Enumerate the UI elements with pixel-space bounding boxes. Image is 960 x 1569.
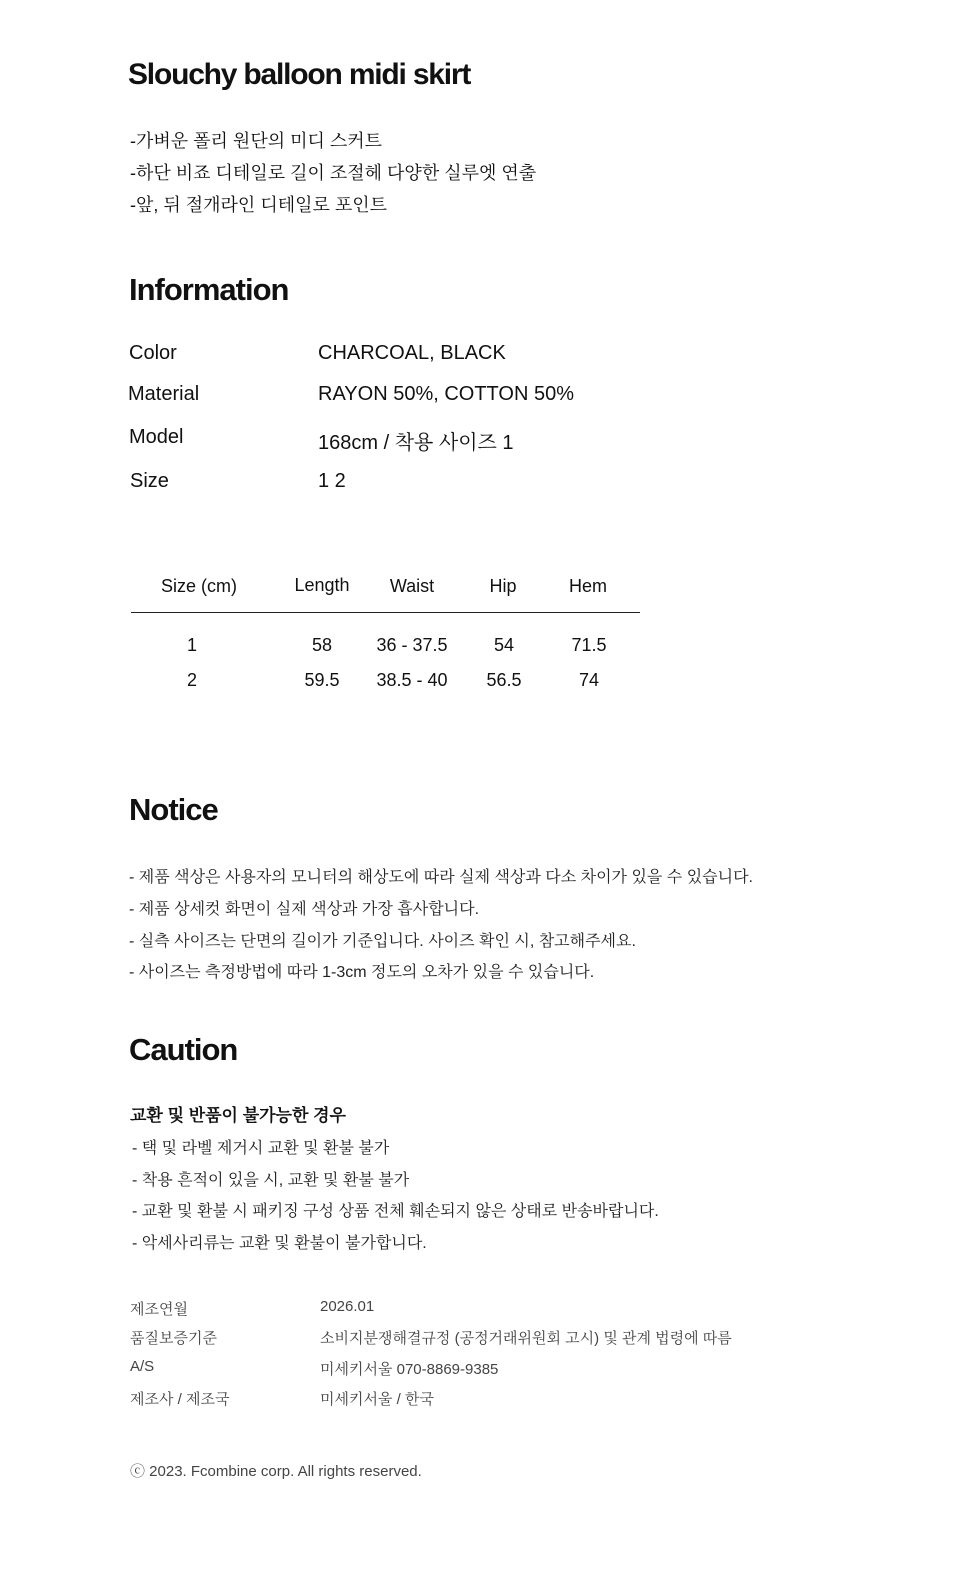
info-label-size: Size <box>130 470 169 492</box>
size-cell: 38.5 - 40 <box>376 670 448 690</box>
info-value-color: CHARCOAL, BLACK <box>318 342 506 364</box>
meta-value: 미세키서울 / 한국 <box>320 1391 434 1408</box>
meta-label: 제조연월 <box>130 1301 188 1318</box>
size-cell: 58 <box>311 635 333 655</box>
size-table-header: Hip <box>489 576 517 596</box>
description-line: -하단 비죠 디테일로 길이 조절헤 다양한 실루엣 연출 <box>130 163 537 183</box>
info-value-size: 1 2 <box>318 470 346 492</box>
description-line: -앞, 뒤 절개라인 디테일로 포인트 <box>130 195 388 215</box>
notice-line: - 제품 상세컷 화면이 실제 색상과 가장 흡사합니다. <box>129 901 480 918</box>
meta-label: A/S <box>130 1358 155 1375</box>
notice-line: - 제품 색상은 사용자의 모니터의 해상도에 따라 실제 색상과 다소 차이가 있을 수 있습니다. <box>129 869 753 886</box>
caution-subheading: 교환 및 반품이 불가능한 경우 <box>130 1106 346 1125</box>
caution-line: - 택 및 라벨 제거시 교환 및 환불 불가 <box>132 1140 390 1157</box>
copyright-text: ⓒ 2023. Fcombine corp. All rights reserved. <box>130 1463 422 1480</box>
info-value-model: 168cm / 착용 사이즈 1 <box>318 432 514 454</box>
meta-value: 미세키서울 070-8869-9385 <box>320 1361 499 1378</box>
size-table-header: Hem <box>568 576 607 596</box>
meta-value: 소비지분쟁해결규정 (공정거래위원회 고시) 및 관계 법령에 따름 <box>320 1330 732 1347</box>
product-title: Slouchy balloon midi skirt <box>128 58 471 91</box>
notice-line: - 실측 사이즈는 단면의 길이가 기준입니다. 사이즈 확인 시, 참고해주세요. <box>129 933 636 950</box>
meta-value: 2026.01 <box>320 1298 375 1315</box>
info-value-material: RAYON 50%, COTTON 50% <box>318 383 574 405</box>
size-cell: 71.5 <box>571 635 607 655</box>
size-cell: 2 <box>186 670 197 690</box>
size-cell: 59.5 <box>304 670 340 690</box>
notice-heading: Notice <box>129 792 218 827</box>
size-table-header: Waist <box>389 576 435 596</box>
size-table-divider <box>131 612 640 613</box>
info-label-material: Material <box>128 383 200 405</box>
caution-heading: Caution <box>129 1032 238 1067</box>
meta-label: 제조사 / 제조국 <box>130 1391 230 1408</box>
size-cell: 74 <box>578 670 600 690</box>
size-table-header: Size (cm) <box>161 576 237 596</box>
information-heading: Information <box>129 272 289 307</box>
size-cell: 1 <box>186 635 197 655</box>
description-line: -가벼운 폴리 원단의 미디 스커트 <box>130 131 383 151</box>
size-cell: 36 - 37.5 <box>376 635 448 655</box>
size-cell: 54 <box>493 635 515 655</box>
caution-line: - 악세사리류는 교환 및 환불이 불가합니다. <box>132 1235 427 1252</box>
notice-line: - 사이즈는 측정방법에 따라 1-3cm 정도의 오차가 있을 수 있습니다. <box>129 964 595 981</box>
meta-label: 품질보증기준 <box>130 1330 217 1347</box>
info-label-model: Model <box>129 426 184 448</box>
info-label-color: Color <box>129 342 177 364</box>
caution-line: - 교환 및 환불 시 패키징 구성 상품 전체 훼손되지 않은 상태로 반송바랍니다. <box>132 1203 659 1220</box>
size-cell: 56.5 <box>486 670 522 690</box>
size-table-header: Length <box>294 575 350 595</box>
caution-line: - 착용 흔적이 있을 시, 교환 및 환불 불가 <box>132 1172 410 1189</box>
